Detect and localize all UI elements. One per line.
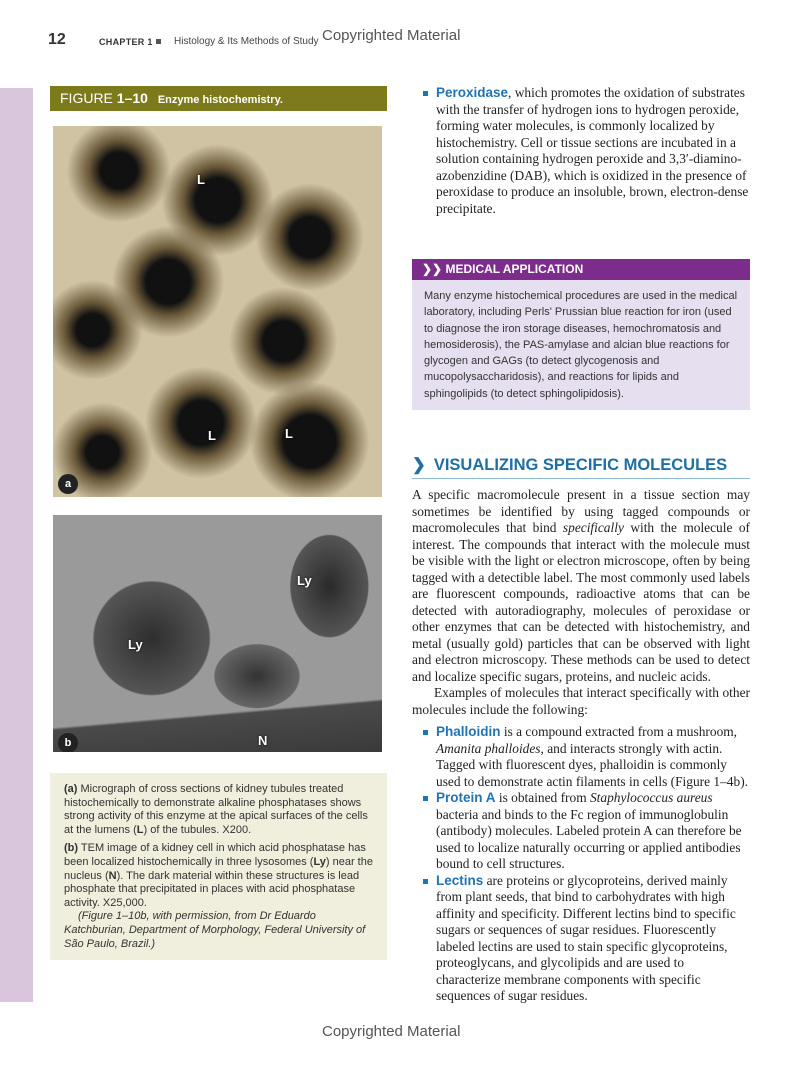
chapter-label: CHAPTER 1 (99, 37, 153, 47)
body-text: with the molecule of interest. The compounds that interact with the molecule must be visible with the light or electron microscope, often by being tagged with a detectible label. The most commonly used labels are fluorescent compounds, radioactive atoms that can be detected with autoradiography, molecules of peroxidase or other enzymes that can be detected with histochemistry, and metal (usually gold) particles that can be observed with light and electron microscopy. These methods can be used to detect and localize specific sugars, proteins, and nucleic acids. (412, 520, 750, 684)
bullet-item (412, 873, 750, 1005)
caption-tag: (b) (64, 842, 79, 855)
panel-badge-a: a (58, 474, 78, 494)
medical-application-header: ❯❯ MEDICAL APPLICATION (412, 259, 750, 280)
micrograph-b (53, 515, 382, 752)
term: Lectins (436, 872, 484, 888)
body-text: A specific macromolecule present in a tissue section may sometimes be identified by using tagged compounds or macromolecules that bind (412, 487, 750, 535)
caption-text: Micrograph of cross sections of kidney tubules treated histochemically to demonstrate alkaline phosphatases shows strong activity of this enzyme at the apical surfaces of the cells at the lumens ( (64, 783, 368, 836)
body-text-italic: Amanita phalloides (436, 740, 541, 756)
caption-a (64, 783, 373, 837)
figure-label: FIGURE (60, 90, 113, 106)
figure-title-bar (50, 86, 387, 111)
label-lysosome: Ly (297, 573, 312, 588)
caption-text: ) near the nucleus ( (64, 855, 373, 882)
caption-text: TEM image of a kidney cell in which acid phosphatase has been localized histochemically in three lysosomes ( (64, 842, 366, 868)
watermark-top: Copyrighted Material (322, 27, 461, 44)
caption-text: ). The dark material within these structures is lead phosphate that precipitated in places with acid phosphatase activity. X25,000. (64, 869, 360, 909)
header-separator (156, 39, 161, 44)
figure-number: 1–10 (116, 90, 148, 106)
section-body (412, 487, 750, 1005)
label-lumen: L (285, 426, 293, 441)
section-title: VISUALIZING SPECIFIC MOLECULES (433, 456, 728, 474)
chapter-title: Histology & Its Methods of Study (174, 36, 319, 47)
label-lumen: L (208, 428, 216, 443)
label-nucleus: N (258, 733, 268, 748)
caption-label: N (108, 869, 117, 882)
side-stripe (0, 88, 33, 1002)
body-text: is a compound extracted from a mushroom, (500, 724, 738, 739)
term: Peroxidase (436, 85, 509, 100)
body-text: is obtained from (495, 790, 590, 805)
body-text: are proteins or glycoproteins, derived mainly from plant seeds, that bind to carbohydrates with high affinity and specificity. Different lectins bind to specific sugars or sequences of sugar residues. Fluorescently labeled lectins are used to stain specific glycoproteins, proteoglycans, and glycolipids and are used to characterize membrane components with specific sequences of sugar residues. (436, 872, 736, 1003)
peroxidase-item (412, 85, 750, 217)
body-text: , and interacts strongly with actin. Tagged with fluorescent dyes, phalloidin is commonly used to demonstrate actin filaments in cells (Figure 1–4b). (436, 740, 748, 789)
caption-label: L (136, 823, 144, 836)
medical-application-body: Many enzyme histochemical procedures are used in the medical laboratory, including Perls' Prussian blue reaction for iron (used to diagnose the iron storage diseases, hemochromatosis and hemosiderosis), the PAS-amylase and alcian blue reactions for glycogen and GAGs (to detect glycogenosis and mucopolysaccharidosis), and reactions for lipids and sphingolipids (to detect sphingolipidosis). (412, 280, 750, 410)
watermark-bottom: Copyrighted Material (322, 1023, 461, 1040)
paragraph (412, 487, 750, 685)
bullet-item (412, 790, 750, 873)
label-lysosome: Ly (128, 637, 143, 652)
page-number: 12 (48, 31, 66, 48)
term: Phalloidin (436, 724, 501, 739)
panel-badge-b: b (58, 733, 78, 752)
label-lumen: L (197, 172, 205, 187)
body-text: bacteria and binds to the Fc region of immunoglobulin (antibody) molecules. Labeled protein A can therefore be used to localize naturally occurring or applied antibodies bound to cell structures. (436, 806, 742, 871)
body-text: , which promotes the oxidation of substrates with the transfer of hydrogen ions to hydrogen peroxide, forming water molecules, is commonly localized by histochemistry. Cell or tissue sections are incubated in a solution containing hydrogen peroxide and 3,3′-diamino-azobenzidine (DAB), which is oxidized in the presence of peroxidase to produce an insoluble, brown, electron-dense precipitate. (436, 85, 749, 216)
chevron-right-icon: ❯ (412, 456, 426, 474)
caption-credit: (Figure 1–10b, with permission, from Dr Eduardo Katchburian, Department of Morphology, Federal University of São Paulo, Brazil.) (64, 910, 366, 950)
caption-label: Ly (313, 855, 326, 868)
caption-text: ) of the tubules. X200. (143, 823, 252, 836)
medical-application-title: MEDICAL APPLICATION (445, 262, 584, 276)
body-text-italic: Staphylococcus aureus (589, 790, 713, 805)
micrograph-a (53, 126, 382, 497)
caption-tag: (a) (64, 783, 78, 795)
term: Protein A (436, 790, 496, 805)
bullet-item (412, 724, 750, 790)
figure-caption (50, 773, 387, 960)
caption-b (64, 842, 373, 910)
section-heading (412, 455, 750, 479)
figure-title: Enzyme histochemistry. (157, 94, 283, 106)
paragraph: Examples of molecules that interact specifically with other molecules include the following: (412, 685, 750, 717)
body-text-italic: specifically (562, 520, 624, 535)
